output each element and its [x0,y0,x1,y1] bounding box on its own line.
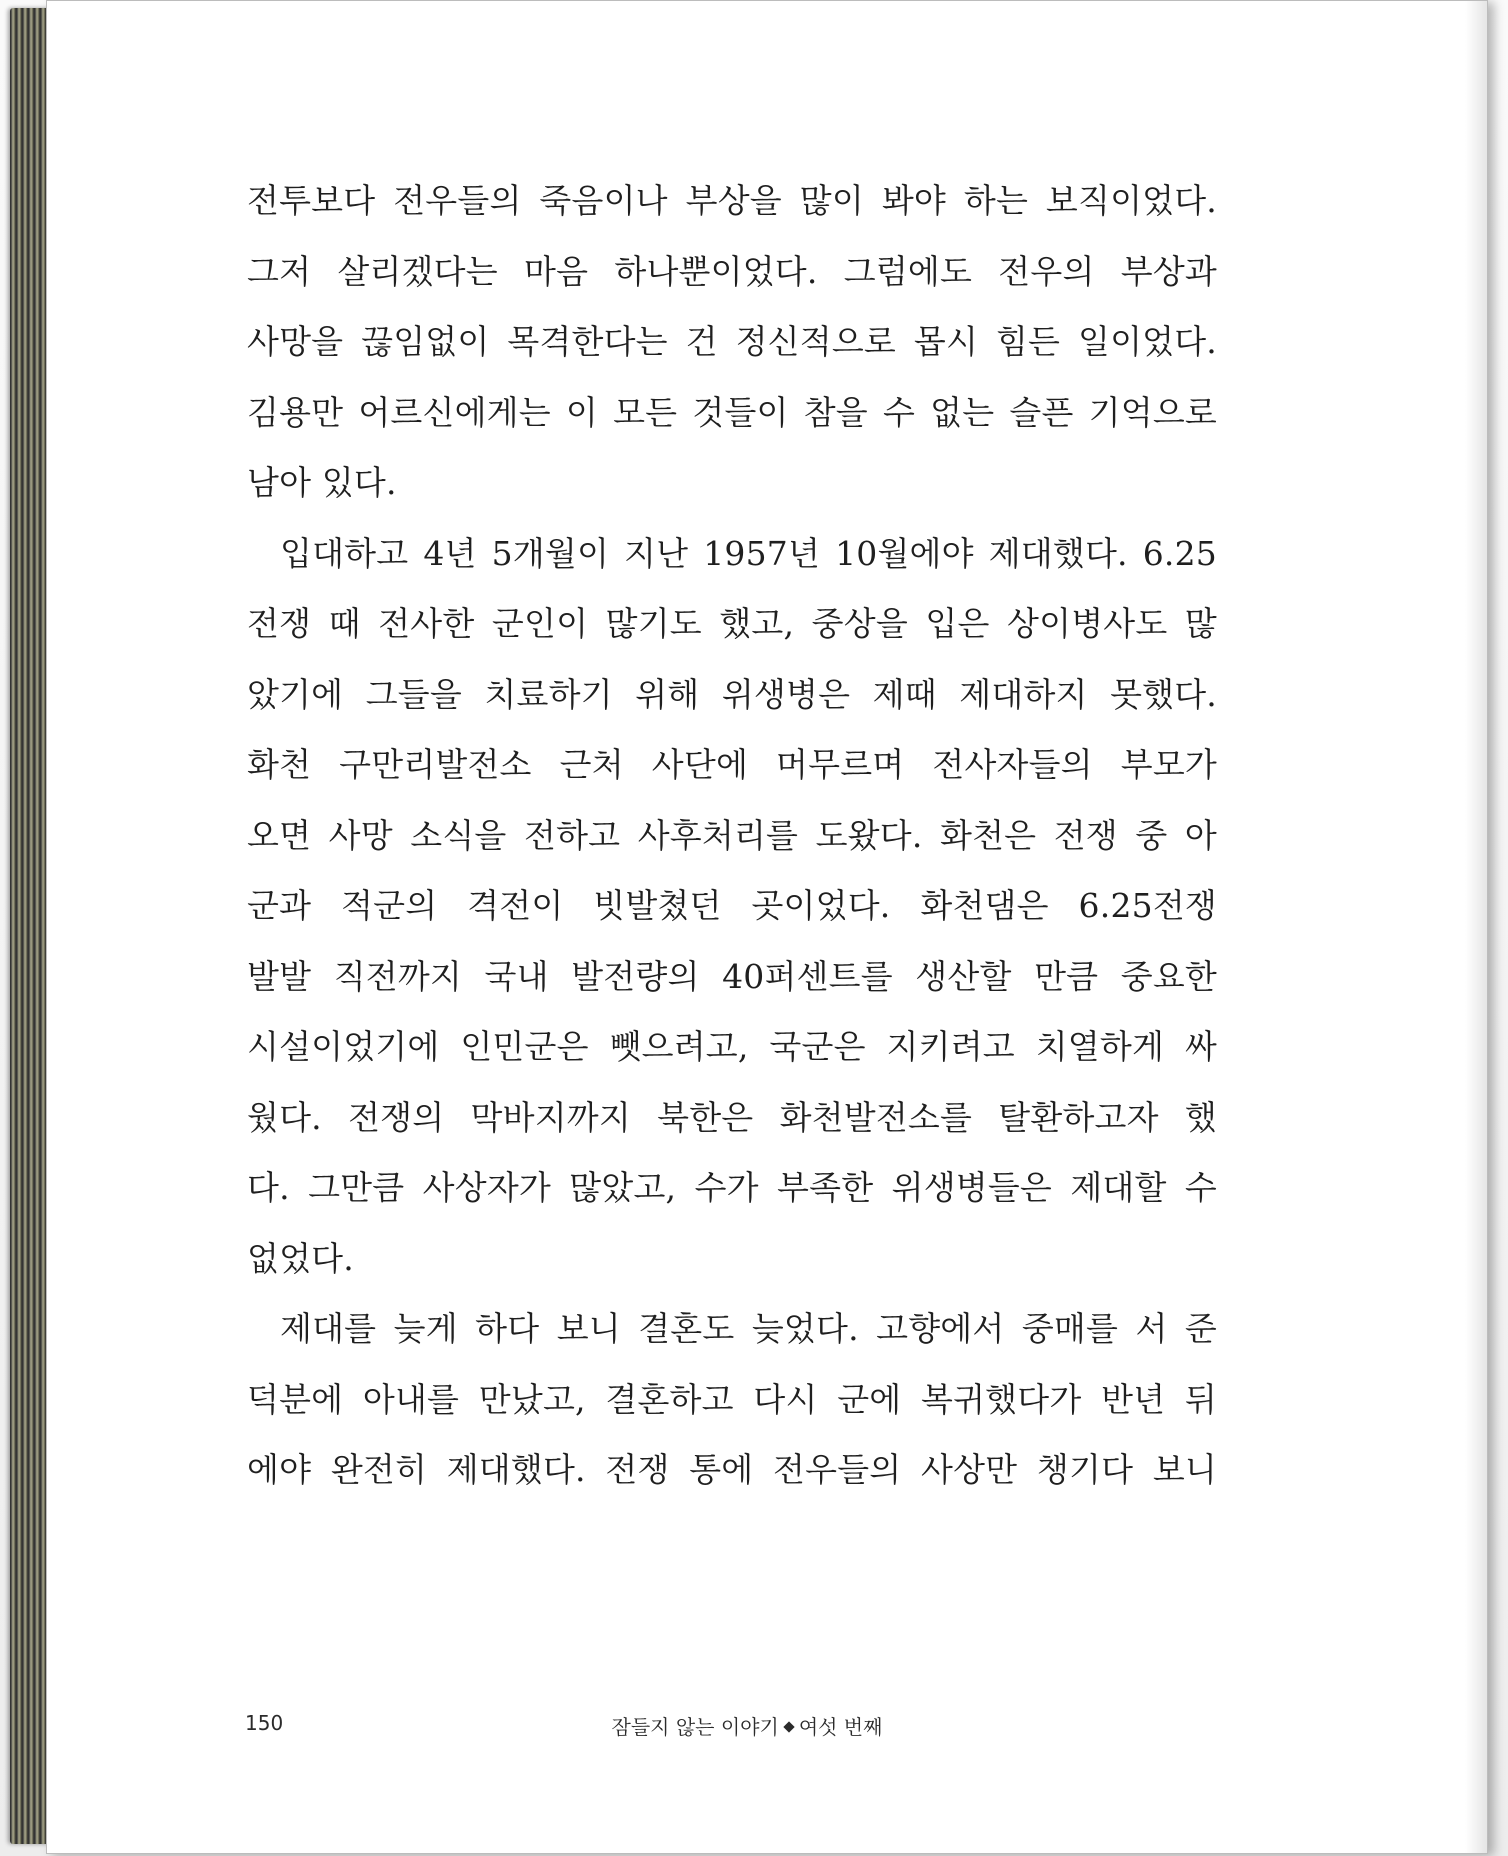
text-line: 김용만 어르신에게는 이 모든 것들이 참을 수 없는 슬픈 기억으로 [247,392,1217,432]
book-page [46,0,1488,1854]
running-head [547,1711,947,1740]
text-line: 화천 구만리발전소 근처 사단에 머무르며 전사자들의 부모가 [247,745,1217,784]
text-line: 군과 적군의 격전이 빗발쳤던 곳이었다. 화천댐은 6.25전쟁 [247,886,1217,925]
book-title: 잠들지 않는 이야기 [611,1715,779,1739]
text-line: 없었다. [247,1238,354,1278]
text-line: 다. 그만큼 사상자가 많았고, 수가 부족한 위생병들은 제대할 수 [247,1168,1217,1207]
text-line: 덕분에 아내를 만났고, 결혼하고 다시 군에 복귀했다가 반년 뒤 [247,1379,1217,1419]
text-line: 웠다. 전쟁의 막바지까지 북한은 화천발전소를 탈환하고자 했 [247,1097,1217,1137]
diamond-icon [783,1721,794,1732]
volume-label: 여섯 번째 [798,1715,883,1739]
text-line: 제대를 늦게 하다 보니 결혼도 늦었다. 고향에서 중매를 서 준 [280,1309,1217,1348]
text-line: 입대하고 4년 5개월이 지난 1957년 10월에야 제대했다. 6.25 [280,533,1217,573]
body-text [247,179,1217,1519]
text-line: 전투보다 전우들의 죽음이나 부상을 많이 봐야 하는 보직이었다. [247,181,1217,220]
text-line: 시설이었기에 인민군은 뺏으려고, 국군은 지키려고 치열하게 싸 [247,1027,1217,1066]
page-number: 150 [245,1711,284,1735]
text-line: 사망을 끊임없이 목격한다는 건 정신적으로 몹시 힘든 일이었다. [247,322,1217,361]
text-line: 남아 있다. [247,463,397,502]
page-shadow [1465,1,1487,1853]
text-line: 았기에 그들을 치료하기 위해 위생병은 제때 제대하지 못했다. [247,674,1217,714]
text-line: 전쟁 때 전사한 군인이 많기도 했고, 중상을 입은 상이병사도 많 [247,604,1217,643]
text-line: 오면 사망 소식을 전하고 사후처리를 도왔다. 화천은 전쟁 중 아 [247,815,1217,855]
text-line: 발발 직전까지 국내 발전량의 40퍼센트를 생산할 만큼 중요한 [247,956,1217,996]
text-line: 그저 살리겠다는 마음 하나뿐이었다. 그럼에도 전우의 부상과 [247,251,1217,291]
text-line: 에야 완전히 제대했다. 전쟁 통에 전우들의 사상만 챙기다 보니 [247,1450,1217,1489]
